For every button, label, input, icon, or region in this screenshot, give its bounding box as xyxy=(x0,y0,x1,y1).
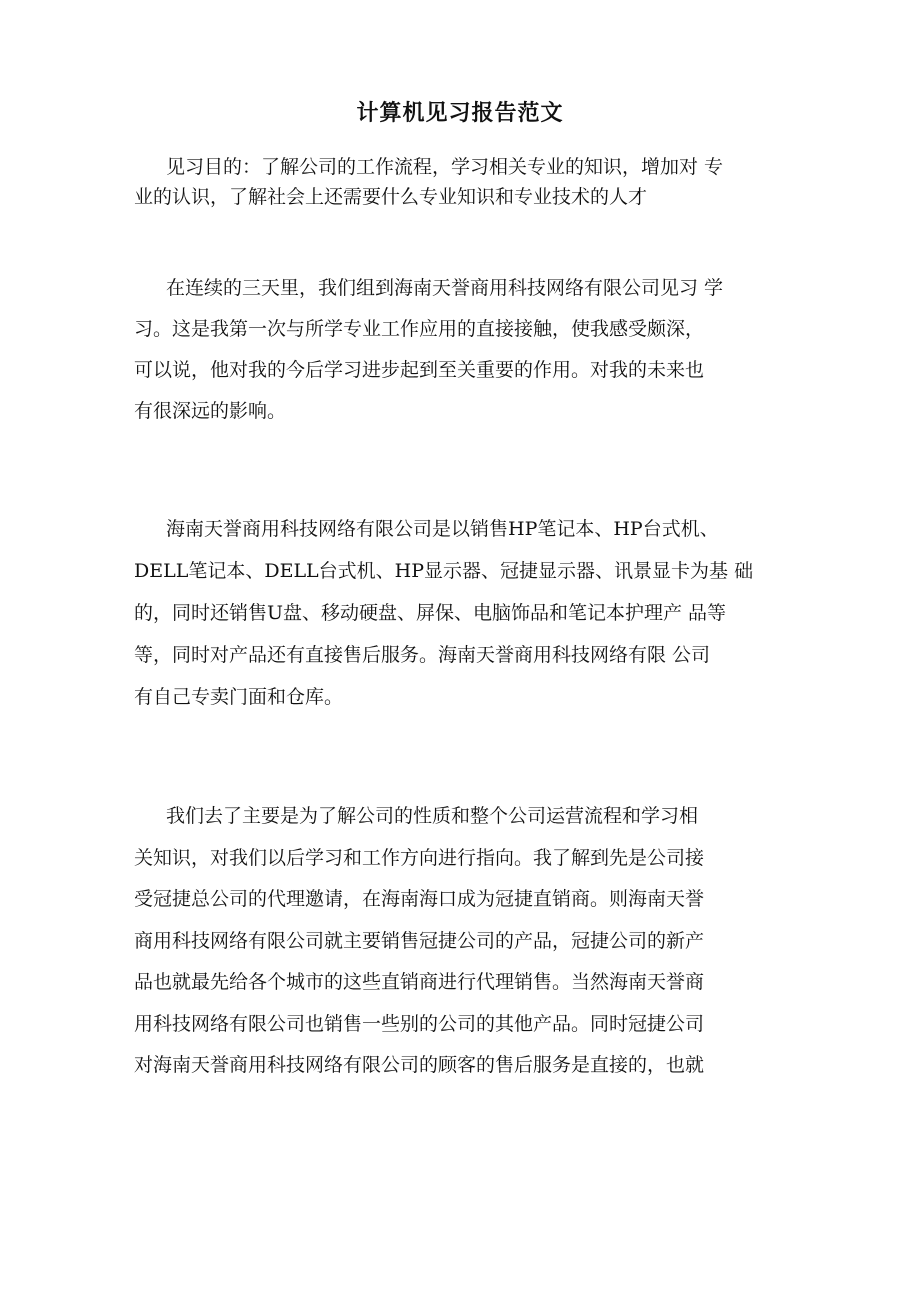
paragraph-line: 可以说，他对我的今后学习进步起到至关重要的作用。对我的未来也 xyxy=(134,359,705,381)
paragraph-purpose xyxy=(134,152,814,212)
document-title: 计算机见习报告范文 xyxy=(356,100,564,126)
paragraph-line: 品也就最先给各个城市的这些直销商进行代理销售。当然海南天誉商 xyxy=(134,971,705,993)
paragraph-line: 等，同时对产品还有直接售后服务。海南天誉商用科技网络有限 公司 xyxy=(134,644,711,666)
paragraph-line: 受冠捷总公司的代理邀请，在海南海口成为冠捷直销商。则海南天誉 xyxy=(134,888,705,910)
paragraph-line: 我们去了主要是为了解公司的性质和整个公司运营流程和学习相 xyxy=(166,805,699,827)
paragraph-line: 关知识，对我们以后学习和工作方向进行指向。我了解到先是公司接 xyxy=(134,846,705,869)
paragraph-line: 有很深远的影响。 xyxy=(134,400,287,422)
paragraph-line: 见习目的：了解公司的工作流程，学习相关专业的知识，增加对 专 xyxy=(166,156,724,178)
paragraph-line: 在连续的三天里，我们组到海南天誉商用科技网络有限公司见习 学 xyxy=(166,277,724,299)
paragraph-company-intro xyxy=(134,508,814,718)
paragraph-line: 有自己专卖门面和仓库。 xyxy=(134,686,344,708)
paragraph-visit-purpose xyxy=(134,796,814,1087)
paragraph-three-days xyxy=(134,268,814,432)
paragraph-line: 商用科技网络有限公司就主要销售冠捷公司的产品，冠捷公司的新产 xyxy=(134,929,705,952)
paragraph-line: 用科技网络有限公司也销售一些别的公司的其他产品。同时冠捷公司 xyxy=(134,1012,705,1035)
paragraph-line: 对海南天誉商用科技网络有限公司的顾客的售后服务是直接的，也就 xyxy=(134,1054,705,1076)
paragraph-line: 的，同时还销售U盘、移动硬盘、屏保、电脑饰品和笔记本护理产 品等 xyxy=(134,602,727,624)
paragraph-line: 习。这是我第一次与所学专业工作应用的直接接触，使我感受颇深， xyxy=(134,318,705,340)
paragraph-line: 海南天誉商用科技网络有限公司是以销售HP笔记本、HP台式机、 xyxy=(166,518,719,540)
paragraph-line: 业的认识，了解社会上还需要什么专业知识和专业技术的人才 xyxy=(134,186,648,208)
paragraph-line: DELL笔记本、DELL台式机、HP显示器、冠捷显示器、讯景显卡为基 础 xyxy=(134,560,754,582)
